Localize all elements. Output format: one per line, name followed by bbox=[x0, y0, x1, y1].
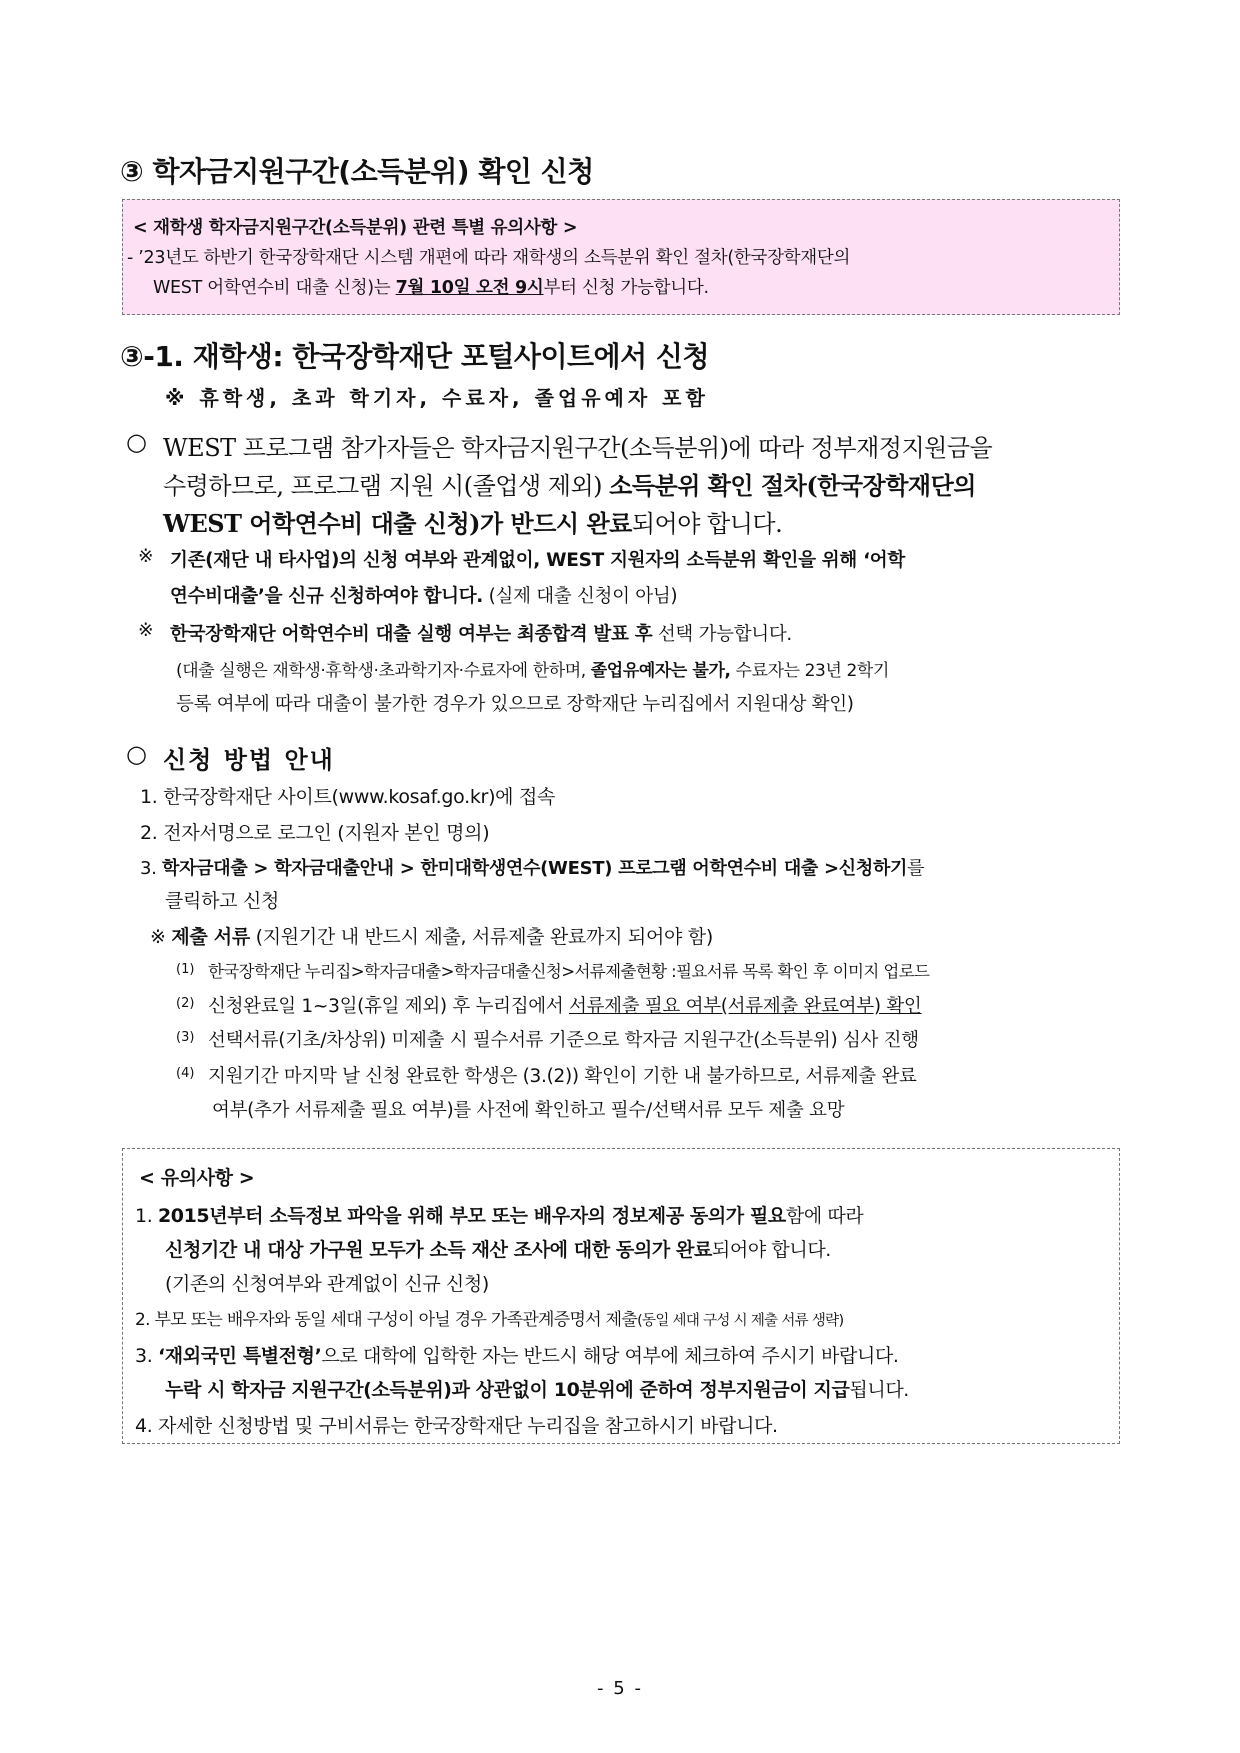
method-bullet: ○ bbox=[126, 740, 147, 768]
caution-3-line2-tail: 됩니다. bbox=[849, 1379, 909, 1401]
docs-line bbox=[150, 922, 713, 949]
special-notice-line2-text: WEST 어학연수비 대출 신청)는 bbox=[153, 278, 396, 298]
paragraph-line2-bold: 소득분위 확인 절차(한국장학재단의 bbox=[609, 471, 976, 500]
step-3-tail: 를 bbox=[907, 858, 925, 879]
subsection-note: ※ 휴학생, 초과 학기자, 수료자, 졸업유예자 포함 bbox=[165, 386, 709, 410]
caution-2-text: 2. 부모 또는 배우자와 동일 세대 구성이 아닐 경우 가족관계증명서 제출 bbox=[135, 1310, 638, 1330]
note2-line2-text: (대출 실행은 재학생·휴학생·초과학기자·수료자에 한하며, bbox=[176, 661, 591, 681]
note2-line2 bbox=[176, 656, 889, 681]
caution-3-line1 bbox=[135, 1341, 899, 1368]
paragraph-line3 bbox=[163, 504, 782, 539]
caution-box bbox=[122, 1148, 1120, 1444]
step-3-number: 3. bbox=[140, 858, 162, 879]
paragraph-line3-text: 되어야 합니다. bbox=[631, 510, 783, 538]
doc-item-4-line2: 여부(추가 서류제출 필요 여부)를 사전에 확인하고 필수/선택서류 모두 제출 요망 bbox=[212, 1100, 845, 1121]
method-title: 신청 방법 안내 bbox=[163, 745, 335, 774]
step-3 bbox=[140, 854, 924, 880]
doc-item-2-text: 신청완료일 1~3일(휴일 제외) 후 누리집에서 bbox=[208, 996, 570, 1017]
note2-line1-bold: 한국장학재단 어학연수비 대출 실행 여부는 최종합격 발표 후 bbox=[170, 624, 653, 645]
paragraph-line2 bbox=[163, 466, 976, 501]
step-2: 2. 전자서명으로 로그인 (지원자 본인 명의) bbox=[140, 822, 490, 844]
doc-item-2-underlined: 서류제출 필요 여부(서류제출 완료여부) 확인 bbox=[569, 996, 922, 1017]
subsection-title: ③-1. 재학생: 한국장학재단 포털사이트에서 신청 bbox=[120, 340, 710, 373]
doc-item-1-number: (1) bbox=[176, 962, 195, 977]
note2-line1-text: 선택 가능합니다. bbox=[652, 624, 793, 645]
caution-1-line3: (기존의 신청여부와 관계없이 신규 신청) bbox=[165, 1273, 489, 1295]
caution-1-tail: 함에 따라 bbox=[785, 1205, 864, 1227]
paragraph-line1: WEST 프로그램 참가자들은 학자금지원구간(소득분위)에 따라 정부재정지원금을 bbox=[163, 434, 993, 462]
note1-mark: ※ bbox=[138, 546, 154, 567]
docs-title: 제출 서류 bbox=[171, 926, 250, 948]
caution-4: 4. 자세한 신청방법 및 구비서류는 한국장학재단 누리집을 참고하시기 바랍니다. bbox=[135, 1415, 778, 1437]
caution-3-line2 bbox=[165, 1375, 909, 1402]
special-notice-header: < 재학생 학자금지원구간(소득분위) 관련 특별 유의사항 > bbox=[133, 218, 578, 238]
step-3-line2: 클릭하고 신청 bbox=[165, 890, 280, 912]
paragraph-line2-text: 수령하므로, 프로그램 지원 시(졸업생 제외) bbox=[163, 472, 610, 500]
caution-1-line1 bbox=[135, 1201, 863, 1228]
caution-1-number: 1. bbox=[135, 1205, 158, 1227]
paragraph-line3-bold: WEST 어학연수비 대출 신청)가 반드시 완료 bbox=[163, 509, 632, 538]
doc-item-3: 선택서류(기초/차상위) 미제출 시 필수서류 기준으로 학자금 지원구간(소득분위) 심사 진행 bbox=[208, 1030, 919, 1051]
caution-3-tail: 으로 대학에 입학한 자는 반드시 해당 여부에 체크하여 주시기 바랍니다. bbox=[321, 1345, 899, 1367]
caution-3-line2-bold: 누락 시 학자금 지원구간(소득분위)과 상관없이 10분위에 준하여 정부지원금이 지급 bbox=[165, 1379, 850, 1401]
note1-line2 bbox=[170, 582, 677, 608]
page-number: - 5 - bbox=[597, 1678, 643, 1699]
special-notice-line1: - ’23년도 하반기 한국장학재단 시스템 개편에 따라 재학생의 소득분위 확인 절차(한국장학재단의 bbox=[127, 248, 851, 268]
step-1: 1. 한국장학재단 사이트(www.kosaf.go.kr)에 접속 bbox=[140, 786, 556, 808]
note1-line1: 기존(재단 내 타사업)의 신청 여부와 관계없이, WEST 지원자의 소득분위 확인을 위해 ‘어학 bbox=[170, 550, 905, 571]
special-notice-line2 bbox=[153, 274, 709, 299]
caution-header: < 유의사항 > bbox=[139, 1167, 255, 1189]
doc-item-4-line1: 지원기간 마지막 날 신청 완료한 학생은 (3.(2)) 확인이 기한 내 불가하므로, 서류제출 완료 bbox=[208, 1066, 917, 1087]
bullet-circle: ○ bbox=[126, 428, 147, 456]
caution-3-number: 3. bbox=[135, 1345, 158, 1367]
doc-item-4-number: (4) bbox=[176, 1066, 195, 1081]
docs-note: (지원기간 내 반드시 제출, 서류제출 완료까지 되어야 함) bbox=[249, 926, 713, 948]
special-notice-date: 7월 10일 오전 9시 bbox=[395, 278, 544, 298]
caution-2-small: (동일 세대 구성 시 제출 서류 생략) bbox=[637, 1313, 844, 1329]
note2-line2-bold: 졸업유예자는 불가, bbox=[590, 661, 731, 681]
caution-3-bold: ‘재외국민 특별전형’ bbox=[157, 1345, 322, 1367]
caution-1-line2-tail: 되어야 합니다. bbox=[711, 1239, 831, 1261]
note1-line2-text: (실제 대출 신청이 아님) bbox=[483, 586, 678, 607]
caution-2 bbox=[135, 1305, 843, 1330]
section-title: ③ 학자금지원구간(소득분위) 확인 신청 bbox=[120, 155, 594, 188]
note2-mark: ※ bbox=[138, 620, 154, 641]
special-notice-box bbox=[122, 199, 1120, 315]
doc-item-1: 한국장학재단 누리집>학자금대출>학자금대출신청>서류제출현황 :필요서류 목록 확인 후 이미지 업로드 bbox=[208, 962, 930, 981]
doc-item-2 bbox=[208, 992, 921, 1018]
note1-line2-bold: 연수비대출’을 신규 신청하여야 합니다. bbox=[170, 586, 484, 607]
doc-item-3-number: (3) bbox=[176, 1030, 195, 1045]
note2-line2-tail: 수료자는 23년 2학기 bbox=[730, 661, 889, 681]
caution-1-line2-bold: 신청기간 내 대상 가구원 모두가 소득 재산 조사에 대한 동의가 완료 bbox=[165, 1239, 712, 1261]
docs-mark: ※ bbox=[150, 926, 166, 948]
special-notice-line2-tail: 부터 신청 가능합니다. bbox=[543, 278, 709, 298]
caution-1-bold: 2015년부터 소득정보 파악을 위해 부모 또는 배우자의 정보제공 동의가 필요 bbox=[157, 1205, 786, 1227]
note2-line3: 등록 여부에 따라 대출이 불가한 경우가 있으므로 장학재단 누리집에서 지원대상 확인) bbox=[176, 694, 854, 715]
caution-1-line2 bbox=[165, 1235, 831, 1262]
note2-line1 bbox=[170, 620, 792, 646]
step-3-path: 학자금대출 > 학자금대출안내 > 한미대학생연수(WEST) 프로그램 어학연수비 대출 >신청하기 bbox=[162, 858, 908, 879]
doc-item-2-number: (2) bbox=[176, 996, 195, 1011]
